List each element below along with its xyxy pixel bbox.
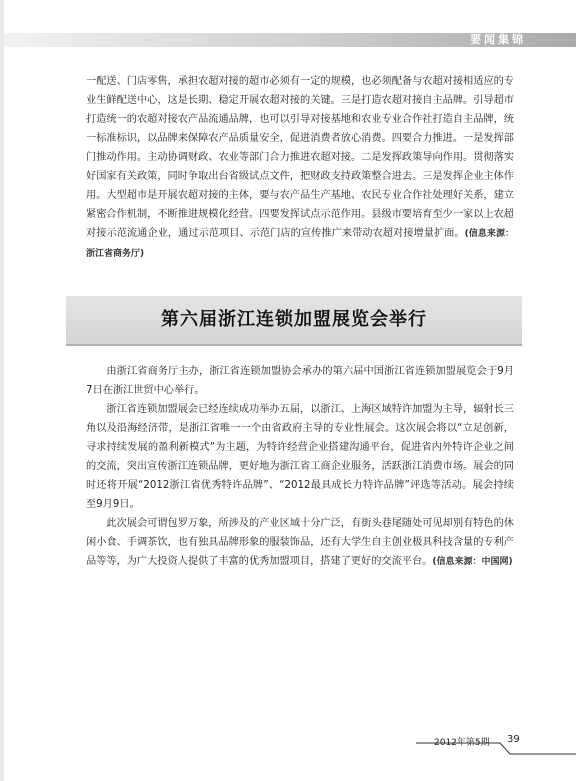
article-2-paragraph-2: 浙江省连锁加盟展会已经连续成功举办五届，以浙江、上海区域特许加盟为主导，辐射长三角以及沿海经济带，是浙江省唯一一个由省政府主导的专业性展会。这次展会将以“立足创新，寻求持续发展的盈利新模式”为主题，为特许经营企业搭建沟通平台，促进省内外特许企业之间的交流，突出宣传浙江连锁品牌，更好地为浙江省工商企业服务，活跃浙江消费市场。展会的同时还将开展“2012浙江省优秀特许品牌”、“2012最具成长力特许品牌”评选等活动。展会持续至9月9日。 (86, 404, 514, 510)
page-number: 39 (507, 734, 520, 745)
article-2-source: (信息来源：中国网) (432, 557, 513, 567)
article-1-source: (信息来源：浙江省商务厅) (86, 229, 514, 259)
section-header-bar (4, 33, 576, 47)
article-2-paragraph-1: 由浙江省商务厅主办，浙江省连锁加盟协会承办的第六届中国浙江省连锁加盟展览会于9月7日在浙江世贸中心举行。 (86, 366, 514, 396)
section-title: 要闻集锦 (470, 33, 526, 46)
article-1-text: 一配送、门店零售，承担农超对接的超市必须有一定的规模，也必须配备与农超对接相适应的专业生鲜配送中心，这是长期、稳定开展农超对接的关键。三是打造农超对接自主品牌。引导超市打造统一的农超对接农产品流通品牌，也可以引导对接基地和农业专业合作社打造自主品牌，统一标准标识，以品牌来保障农产品质量安全，促进消费者放心消费。四要合力推进。一是发挥部门推动作用。主动协调财政、农业等部门合力推进农超对接。二是发挥政策导向作用。贯彻落实好国家有关政策，同时争取出台省级试点文件，把财政支持政策整合进去。三是发挥企业主体作用。大型超市是开展农超对接的主体，要与农产品生产基地、农民专业合作社处理好关系，建立紧密合作机制，不断推进规模化经营。四要发挥试点示范作用。县级市要培育至少一家以上农超对接示范流通企业，通过示范项目、示范门店的宣传推广来带动农超对接增量扩面。 (86, 76, 514, 239)
article-2-paragraph-3 (86, 514, 514, 572)
magazine-page (4, 0, 576, 781)
article-2-title: 第六届浙江连锁加盟展览会举行 (161, 309, 427, 330)
footer-rule (416, 742, 576, 756)
article-2-title-banner (66, 296, 522, 346)
article-2-paragraph-3-text: 此次展会可谓包罗万象，所涉及的产业区域十分广泛，有街头巷尾随处可见却别有特色的休闲小食、手调茶饮，也有独具品牌形象的服装饰品，还有大学生自主创业极具科技含量的专利产品等等，为广大投资人提供了丰富的优秀加盟项目，搭建了更好的交流平台。 (86, 518, 514, 567)
article-1-body (86, 72, 514, 264)
issue-label: 2012年第5期 (434, 738, 490, 748)
